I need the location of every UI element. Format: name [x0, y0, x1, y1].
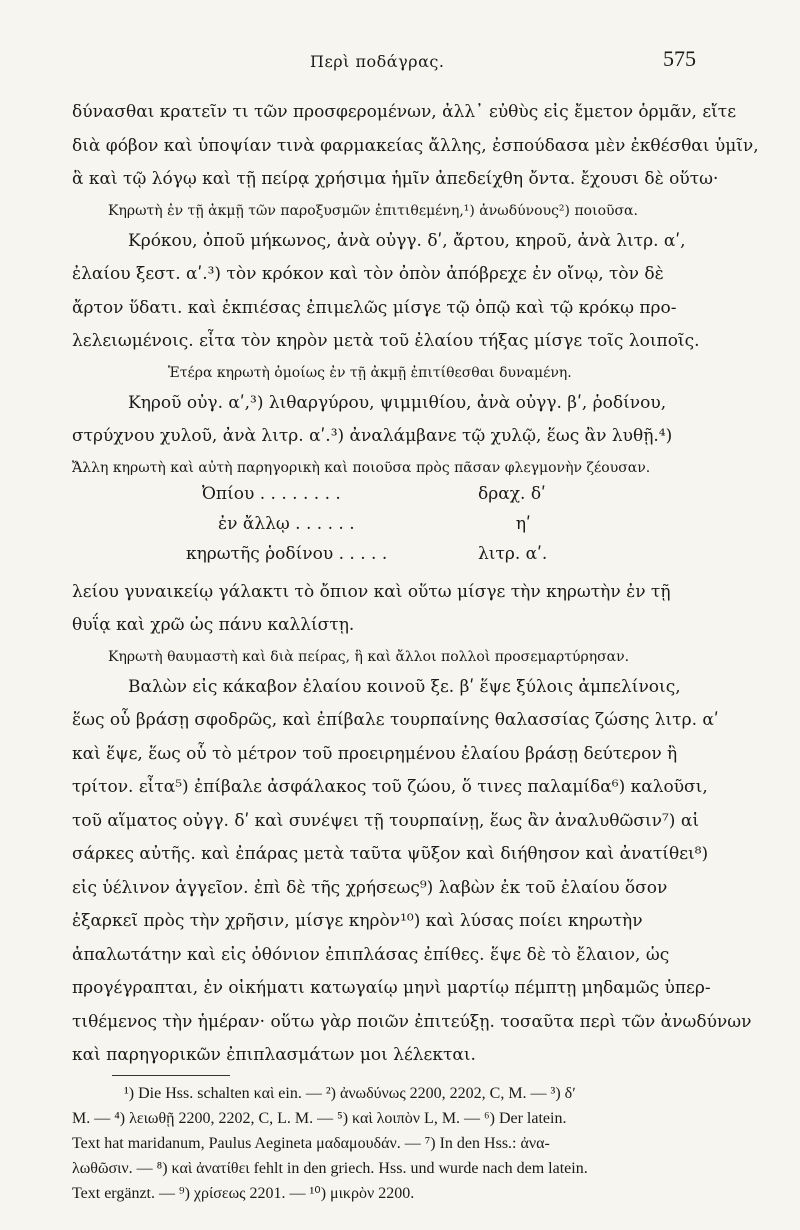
section-heading: Ἑτέρα κηρωτὴ ὁμοίως ἐν τῇ ἀκμῇ ἐπιτίθεσθαι δυναμένη. [168, 364, 572, 381]
footnote-line: Text ergänzt. — ⁹) χρίσεως 2201. — ¹⁰) μικρὸν 2200. [72, 1185, 415, 1202]
text-line: ἁπαλωτάτην καὶ εἰς ὀθόνιον ἐπιπλάσας ἐπίθες. ἕψε δὲ τὸ ἔλαιον, ὡς [72, 944, 670, 965]
section-heading: Ἄλλη κηρωτὴ καὶ αὐτὴ παρηγορικὴ καὶ ποιοῦσα πρὸς πᾶσαν φλεγμονὴν ζέουσαν. [72, 459, 651, 476]
recipe-row [72, 484, 716, 514]
section-heading: Κηρωτὴ θαυμαστὴ καὶ διὰ πείρας, ἣ καὶ ἄλλοι πολλοὶ προσεμαρτύρησαν. [108, 648, 630, 665]
running-title: Περὶ ποδάγρας. [310, 52, 445, 71]
text-line: ἃ καὶ τῷ λόγῳ καὶ τῇ πείρᾳ χρήσιμα ἡμῖν ἀπεδείχθη ὄντα. ἔχουσι δὲ οὕτω· [72, 169, 719, 189]
recipe-row [72, 514, 716, 544]
text-line: τιθέμενος τὴν ἡμέραν· οὕτω γὰρ ποιῶν ἐπιτεύξῃ. τοσαῦτα περὶ τῶν ἀνωδύνων [72, 1011, 752, 1032]
text-line: Κρόκου, ὀποῦ μήκωνος, ἀνὰ οὐγγ. δʹ, ἄρτου, κηροῦ, ἀνὰ λιτρ. αʹ, [128, 230, 686, 251]
text-line: ἐλαίου ξεστ. αʹ.³) τὸν κρόκον καὶ τὸν ὀπὸν ἀπόβρεχε ἐν οἴνῳ, τὸν δὲ [72, 264, 664, 284]
text-line: τοῦ αἵματος οὐγγ. δʹ καὶ συνέψει τῇ τουρπαίνῃ, ἕως ἂν ἀναλυθῶσιν⁷) αἱ [72, 810, 699, 831]
text-line: ἕως οὗ βράσῃ σφοδρῶς, καὶ ἐπίβαλε τουρπαίνης θαλασσίας ζώσης λιτρ. αʹ [72, 710, 719, 730]
text-line: καὶ ἕψε, ἕως οὗ τὸ μέτρον τοῦ προειρημένου ἐλαίου βράσῃ δεύτερον ἢ [72, 743, 678, 764]
section-heading: Κηρωτὴ ἐν τῇ ἀκμῇ τῶν παροξυσμῶν ἐπιτιθεμένη,¹) ἀνωδύνους²) ποιοῦσα. [108, 202, 638, 219]
text-line: λείου γυναικείῳ γάλακτι τὸ ὄπιον καὶ οὕτω μίσγε τὴν κηρωτὴν ἐν τῇ [72, 581, 671, 602]
footnotes [72, 1081, 722, 1206]
recipe-list [72, 482, 716, 576]
text-line: προγέγραπται, ἐν οἰκήματι κατωγαίῳ μηνὶ μαρτίῳ πέμπτῃ μηδαμῶς ὑπερ- [72, 978, 711, 998]
text-line: δύνασθαι κρατεῖν τι τῶν προσφερομένων, ἀλλ᾽ εὐθὺς εἰς ἔμετον ὁρμᾶν, εἴτε [72, 102, 737, 122]
text-line: τρίτον. εἶτα⁵) ἐπίβαλε ἀσφάλακος τοῦ ζώου, ὅ τινες παλαμίδα⁶) καλοῦσι, [72, 777, 708, 797]
footnote-line: ¹) Die Hss. schalten καὶ ein. — ²) ἀνωδύνως 2200, 2202, C, M. — ³) δʹ [124, 1085, 576, 1102]
footnote-line: M. — ⁴) λειωθῇ 2200, 2202, C, L. M. — ⁵) καὶ λοιπὸν L, M. — ⁶) Der latein. [72, 1110, 567, 1127]
recipe-row [72, 544, 716, 574]
text-line: Κηροῦ οὐγ. αʹ,³) λιθαργύρου, ψιμμιθίου, ἀνὰ οὐγγ. βʹ, ῥοδίνου, [128, 392, 667, 413]
page-header [0, 46, 800, 76]
footnote-rule [112, 1075, 230, 1076]
text-line: καὶ παρηγορικῶν ἐπιπλασμάτων μοι λέλεκται. [72, 1045, 476, 1065]
ingredient-name: Ὀπίου . . . . . . . . [202, 483, 341, 504]
page-number: 575 [663, 46, 696, 71]
text-line: Βαλὼν εἰς κάκαβον ἐλαίου κοινοῦ ξε. βʹ ἕψε ξύλοις ἀμπελίνοις, [128, 676, 681, 697]
ingredient-quantity: λιτρ. αʹ. [478, 543, 548, 564]
text-line: εἰς ὑέλινον ἀγγεῖον. ἐπὶ δὲ τῆς χρήσεως⁹) λαβὼν ἐκ τοῦ ἐλαίου ὅσον [72, 877, 668, 898]
main-text [72, 96, 759, 1073]
text-line: ἐξαρκεῖ πρὸς τὴν χρῆσιν, μίσγε κηρὸν¹⁰) καὶ λύσας ποίει κηρωτὴν [72, 911, 643, 931]
footnote-line: λωθῶσιν. — ⁸) καὶ ἀνατίθει fehlt in den griech. Hss. und wurde nach dem latein. [72, 1160, 588, 1177]
ingredient-quantity: δραχ. δʹ [478, 483, 546, 504]
text-line: στρύχνου χυλοῦ, ἀνὰ λιτρ. αʹ.³) ἀναλάμβανε τῷ χυλῷ, ἕως ἂν λυθῇ.⁴) [72, 426, 673, 446]
footnote-line: Text hat maridanum, Paulus Aegineta μαδαμουδάν. — ⁷) In den Hss.: ἀνα- [72, 1135, 550, 1152]
ingredient-quantity: ηʹ [478, 513, 531, 534]
text-line: λελειωμένοις. εἶτα τὸν κηρὸν μετὰ τοῦ ἐλαίου τήξας μίσγε τοῖς λοιποῖς. [72, 331, 700, 351]
text-line: θυΐᾳ καὶ χρῶ ὡς πάνυ καλλίστῃ. [72, 615, 355, 635]
ingredient-name: κηρωτῆς ῥοδίνου . . . . . [186, 543, 388, 564]
text-line: σάρκες αὐτῆς. καὶ ἐπάρας μετὰ ταῦτα ψῦξον καὶ διήθησον καὶ ἀνατίθει⁸) [72, 844, 709, 864]
ingredient-name: ἐν ἄλλῳ . . . . . . [218, 513, 355, 534]
text-line: ἄρτον ὕδατι. καὶ ἐκπιέσας ἐπιμελῶς μίσγε τῷ ὀπῷ καὶ τῷ κρόκῳ προ- [72, 297, 677, 318]
text-line: διὰ φόβον καὶ ὑποψίαν τινὰ φαρμακείας ἄλλης, ἐσπούδασα μὲν ἐκθέσθαι ὑμῖν, [72, 135, 759, 156]
